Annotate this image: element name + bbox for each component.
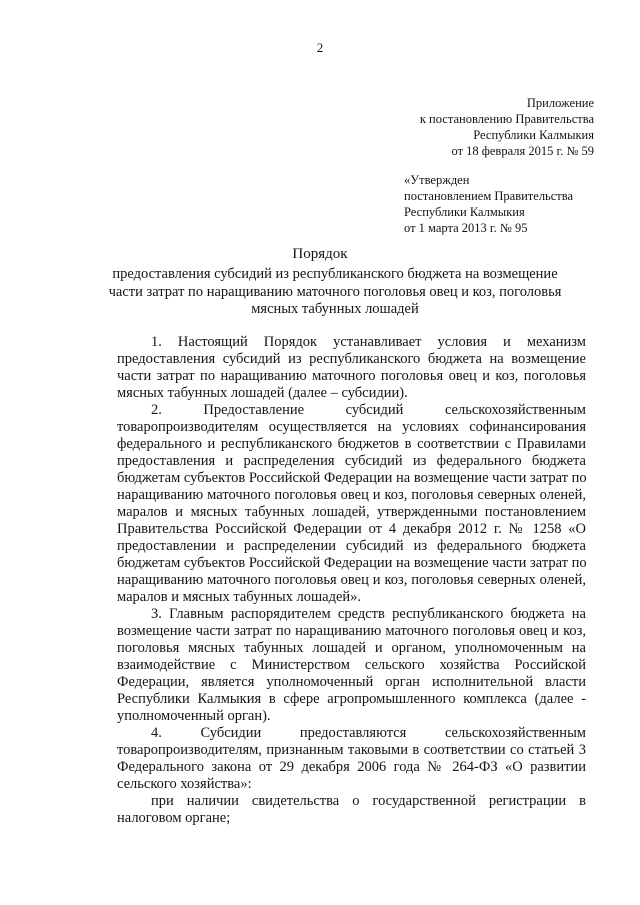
paragraph-3: [117, 606, 586, 725]
text-line: уполномоченный орган).: [117, 708, 271, 724]
subtitle-line: предоставления субсидий из республиканского бюджета на возмещение: [112, 266, 558, 282]
appendix-line: к постановлению Правительства: [419, 112, 594, 126]
approval-line: от 1 марта 2013 г. № 95: [404, 221, 528, 235]
text-line: сельского хозяйства»:: [117, 776, 252, 792]
text-line: маралов и мясных табунных лошадей, утвержденными постановлением: [117, 504, 586, 520]
text-line: предоставления и распределения субсидий из федерального бюджета: [117, 453, 586, 469]
text-line: возмещение части затрат по наращиванию маточного поголовья овец и коз,: [117, 623, 586, 639]
subtitle-line: части затрат по наращиванию маточного поголовья овец и коз, поголовья: [108, 283, 562, 300]
text-line: бюджетам субъектов Российской Федерации на возмещение части затрат по: [117, 470, 587, 486]
document-title: Порядок: [292, 246, 348, 262]
subtitle-line: мясных табунных лошадей: [251, 301, 419, 317]
paragraph-1: [117, 334, 586, 402]
appendix-line: от 18 февраля 2015 г. № 59: [451, 144, 594, 158]
text-line: при наличии свидетельства о государственной регистрации в: [151, 793, 586, 809]
paragraph-2: [117, 402, 586, 606]
document-subtitle: [90, 266, 580, 319]
text-line: наращиванию маточного поголовья овец и коз, поголовья северных оленей,: [117, 487, 586, 503]
text-line: товаропроизводителям, признанным таковыми в соответствии со статьей 3: [117, 742, 586, 758]
text-line: федерального и республиканского бюджетов в соответствии с Правилами: [117, 436, 586, 452]
document-body: [117, 334, 586, 827]
appendix-line: Республики Калмыкия: [473, 128, 594, 142]
text-line: Федерации, является уполномоченный орган исполнительной власти: [117, 674, 586, 690]
text-line: Правительства Российской Федерации от 4 декабря 2012 г. № 1258 «О: [117, 521, 586, 537]
text-line: маралов и мясных табунных лошадей».: [117, 589, 362, 605]
text-line: наращиванию маточного поголовья овец и коз, поголовья северных оленей,: [117, 572, 586, 588]
appendix-block: [420, 95, 594, 159]
text-line: 4. Субсидии предоставляются сельскохозяйственным: [151, 725, 586, 741]
approval-line: «Утвержден: [404, 173, 470, 187]
text-line: товаропроизводителям осуществляется на условиях софинансирования: [117, 419, 586, 435]
text-line: бюджетам субъектов Российской Федерации на возмещение части затрат по: [117, 555, 587, 571]
text-line: 3. Главным распорядителем средств республиканского бюджета на: [151, 606, 586, 622]
appendix-line: Приложение: [526, 96, 594, 110]
text-line: 1. Настоящий Порядок устанавливает условия и механизм: [151, 334, 586, 350]
approval-block: [404, 172, 573, 236]
text-line: предоставлении и распределении субсидий из федерального бюджета: [117, 538, 586, 554]
text-line: налоговом органе;: [117, 810, 231, 826]
text-line: взаимодействие с Министерством сельского хозяйства Российской: [117, 657, 586, 673]
paragraph-5: [117, 793, 586, 827]
text-line: части затрат по наращиванию маточного поголовья овец и коз, поголовья: [117, 368, 586, 384]
page-number: 2: [316, 40, 324, 55]
approval-line: постановлением Правительства: [404, 189, 574, 203]
text-line: Федерального закона от 29 декабря 2006 года № 264-ФЗ «О развитии: [117, 759, 586, 775]
text-line: мясных табунных лошадей (далее – субсидии).: [117, 385, 408, 401]
text-line: 2. Предоставление субсидий сельскохозяйственным: [151, 402, 586, 418]
paragraph-4: [117, 725, 586, 793]
text-line: поголовья мясных табунных лошадей и органом, уполномоченным на: [117, 640, 586, 656]
approval-line: Республики Калмыкия: [404, 205, 525, 219]
text-line: Республики Калмыкия в сфере агропромышленного комплекса (далее -: [117, 691, 586, 707]
text-line: предоставления субсидий из республиканского бюджета на возмещение: [117, 351, 586, 367]
